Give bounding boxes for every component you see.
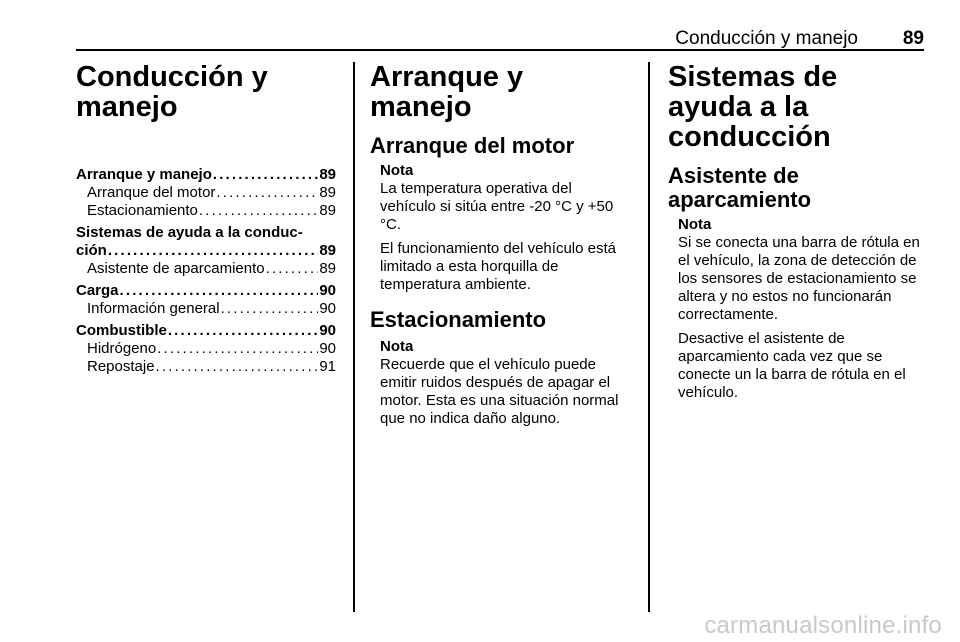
toc-page: 90 [319,282,336,299]
toc-page: 90 [319,300,336,317]
running-header [76,26,924,50]
toc-entry[interactable] [76,224,336,260]
toc-leader [213,166,318,184]
paragraph: La temperatura operativa del vehículo si sitúa entre -20 °C y +50 °C. [380,180,614,233]
toc-entry[interactable] [76,260,336,278]
chapter-title-line-2: manejo [76,91,178,123]
toc-leader [120,282,319,300]
watermark: carmanualsonline.info [704,612,942,639]
toc-entry[interactable] [76,340,336,358]
toc-label: Repostaje [87,358,155,375]
content-column-2 [370,62,632,434]
toc-page: 89 [319,260,336,277]
toc-label: Sistemas de ayuda a la conduc- [76,224,303,241]
subsection-heading: Asistente de aparcamiento [668,163,812,212]
paragraph: Desactive el asistente de aparcamiento cada vez que se conecte un la barra de rótula en el vehículo. [678,330,906,401]
note-label: Nota [380,338,414,355]
toc-entry[interactable] [76,300,336,318]
chapter-toc-column [76,62,336,376]
toc-leader [108,242,318,260]
toc-entry[interactable] [76,184,336,202]
toc-leader [221,300,319,318]
toc-leader [157,340,318,358]
column-divider [648,62,650,612]
column-divider [353,62,355,612]
toc-label: Estacionamiento [87,202,198,219]
toc-entry[interactable] [76,202,336,220]
table-of-contents [76,166,336,376]
toc-label: Hidrógeno [87,340,157,357]
toc-page: 91 [319,358,336,375]
toc-page: 90 [319,322,336,339]
toc-page: 89 [319,166,336,183]
toc-page: 89 [319,242,336,259]
toc-entry[interactable] [76,166,336,184]
subsection-heading: Estacionamiento [370,307,547,332]
page-number: 89 [902,28,924,49]
note-label: Nota [380,162,414,179]
running-header-title: Conducción y manejo [675,28,858,49]
chapter-title [76,62,336,122]
toc-leader [156,358,319,376]
content-column-3 [668,62,926,408]
toc-page: 89 [319,184,336,201]
toc-leader [199,202,318,220]
toc-label: ción [76,242,107,259]
toc-entry[interactable] [76,282,336,300]
paragraph: El funcionamiento del vehículo está limitado a esta horquilla de temperatura ambiente. [380,240,616,293]
subsection-heading: Arranque del motor [370,133,575,158]
toc-label: Combustible [76,322,167,339]
header-rule [76,49,924,51]
toc-label: Información general [87,300,220,317]
chapter-title-line-1: Conducción y [76,61,268,93]
toc-leader [168,322,318,340]
section-title: Sistemas de ayuda a la conducción [668,61,838,153]
toc-leader [216,184,318,202]
toc-entry[interactable] [76,358,336,376]
toc-label: Arranque y manejo [76,166,212,183]
toc-label: Carga [76,282,119,299]
toc-page: 89 [319,202,336,219]
section-title: Arranque y manejo [370,61,524,123]
paragraph: Recuerde que el vehículo puede emitir ruidos después de apagar el motor. Esta es una situación normal que no indica daño alguno. [380,356,619,427]
toc-leader [266,260,319,278]
toc-label: Arranque del motor [87,184,216,201]
note-label: Nota [678,216,712,233]
toc-label: Asistente de aparcamiento [87,260,265,277]
toc-page: 90 [319,340,336,357]
paragraph: Si se conecta una barra de rótula en el vehículo, la zona de detección de los sensores de estacionamiento se altera y no estos no funcionarán correctamente. [678,234,920,323]
toc-entry[interactable] [76,322,336,340]
